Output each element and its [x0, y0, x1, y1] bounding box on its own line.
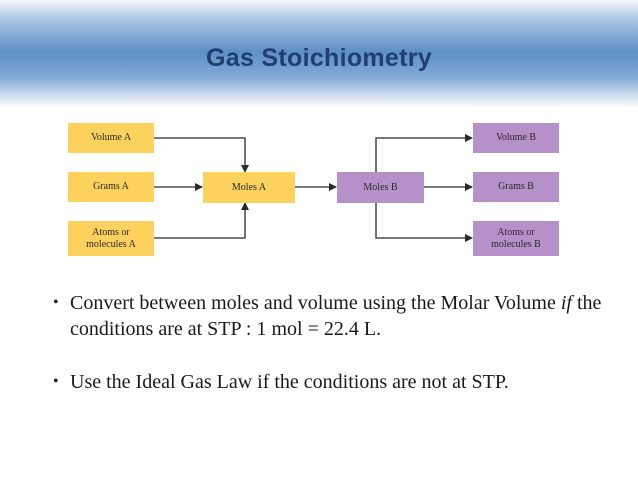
moles-b-box — [337, 172, 424, 203]
arrow-volume-a-to-moles-a — [154, 138, 245, 172]
volume-a-label: Volume A — [90, 132, 132, 143]
atoms-a-label: Atoms or molecules A — [86, 226, 136, 250]
bullet-item-ideal-gas-law — [53, 369, 623, 395]
bullet-text-start: Convert between moles and volume using the Molar Volume — [70, 292, 561, 314]
arrow-moles-b-to-volume-b — [376, 138, 472, 172]
bullet-text-emphasis: if — [560, 292, 572, 314]
arrow-atoms-a-to-moles-a — [154, 203, 245, 238]
bullet-list — [53, 290, 623, 395]
grams-a-label: Grams A — [93, 181, 129, 192]
volume-b-box — [473, 123, 559, 153]
grams-a-box — [68, 172, 154, 202]
atoms-b-box — [473, 221, 559, 256]
bullet-marker: • — [53, 373, 59, 390]
grams-b-box — [473, 172, 559, 202]
grams-b-label: Grams B — [498, 181, 534, 192]
bullet-marker: • — [53, 294, 59, 311]
conversion-flow-diagram — [58, 112, 583, 262]
bullet-text-end: the conditions are at STP : 1 mol = 22.4 L. — [70, 292, 602, 340]
bullet-item-molar-volume — [53, 290, 623, 342]
slide-title: Gas Stoichiometry — [206, 44, 432, 72]
moles-a-box — [203, 172, 295, 203]
arrow-moles-b-to-atoms-b — [376, 203, 472, 238]
atoms-b-label: Atoms or molecules B — [491, 226, 541, 250]
bullet-text: Use the Ideal Gas Law if the conditions are not at STP. — [70, 371, 509, 393]
volume-b-label: Volume B — [495, 132, 537, 143]
atoms-a-box — [68, 221, 154, 256]
moles-a-label: Moles A — [231, 181, 267, 193]
volume-a-box — [68, 123, 154, 153]
moles-b-label: Moles B — [363, 181, 398, 193]
